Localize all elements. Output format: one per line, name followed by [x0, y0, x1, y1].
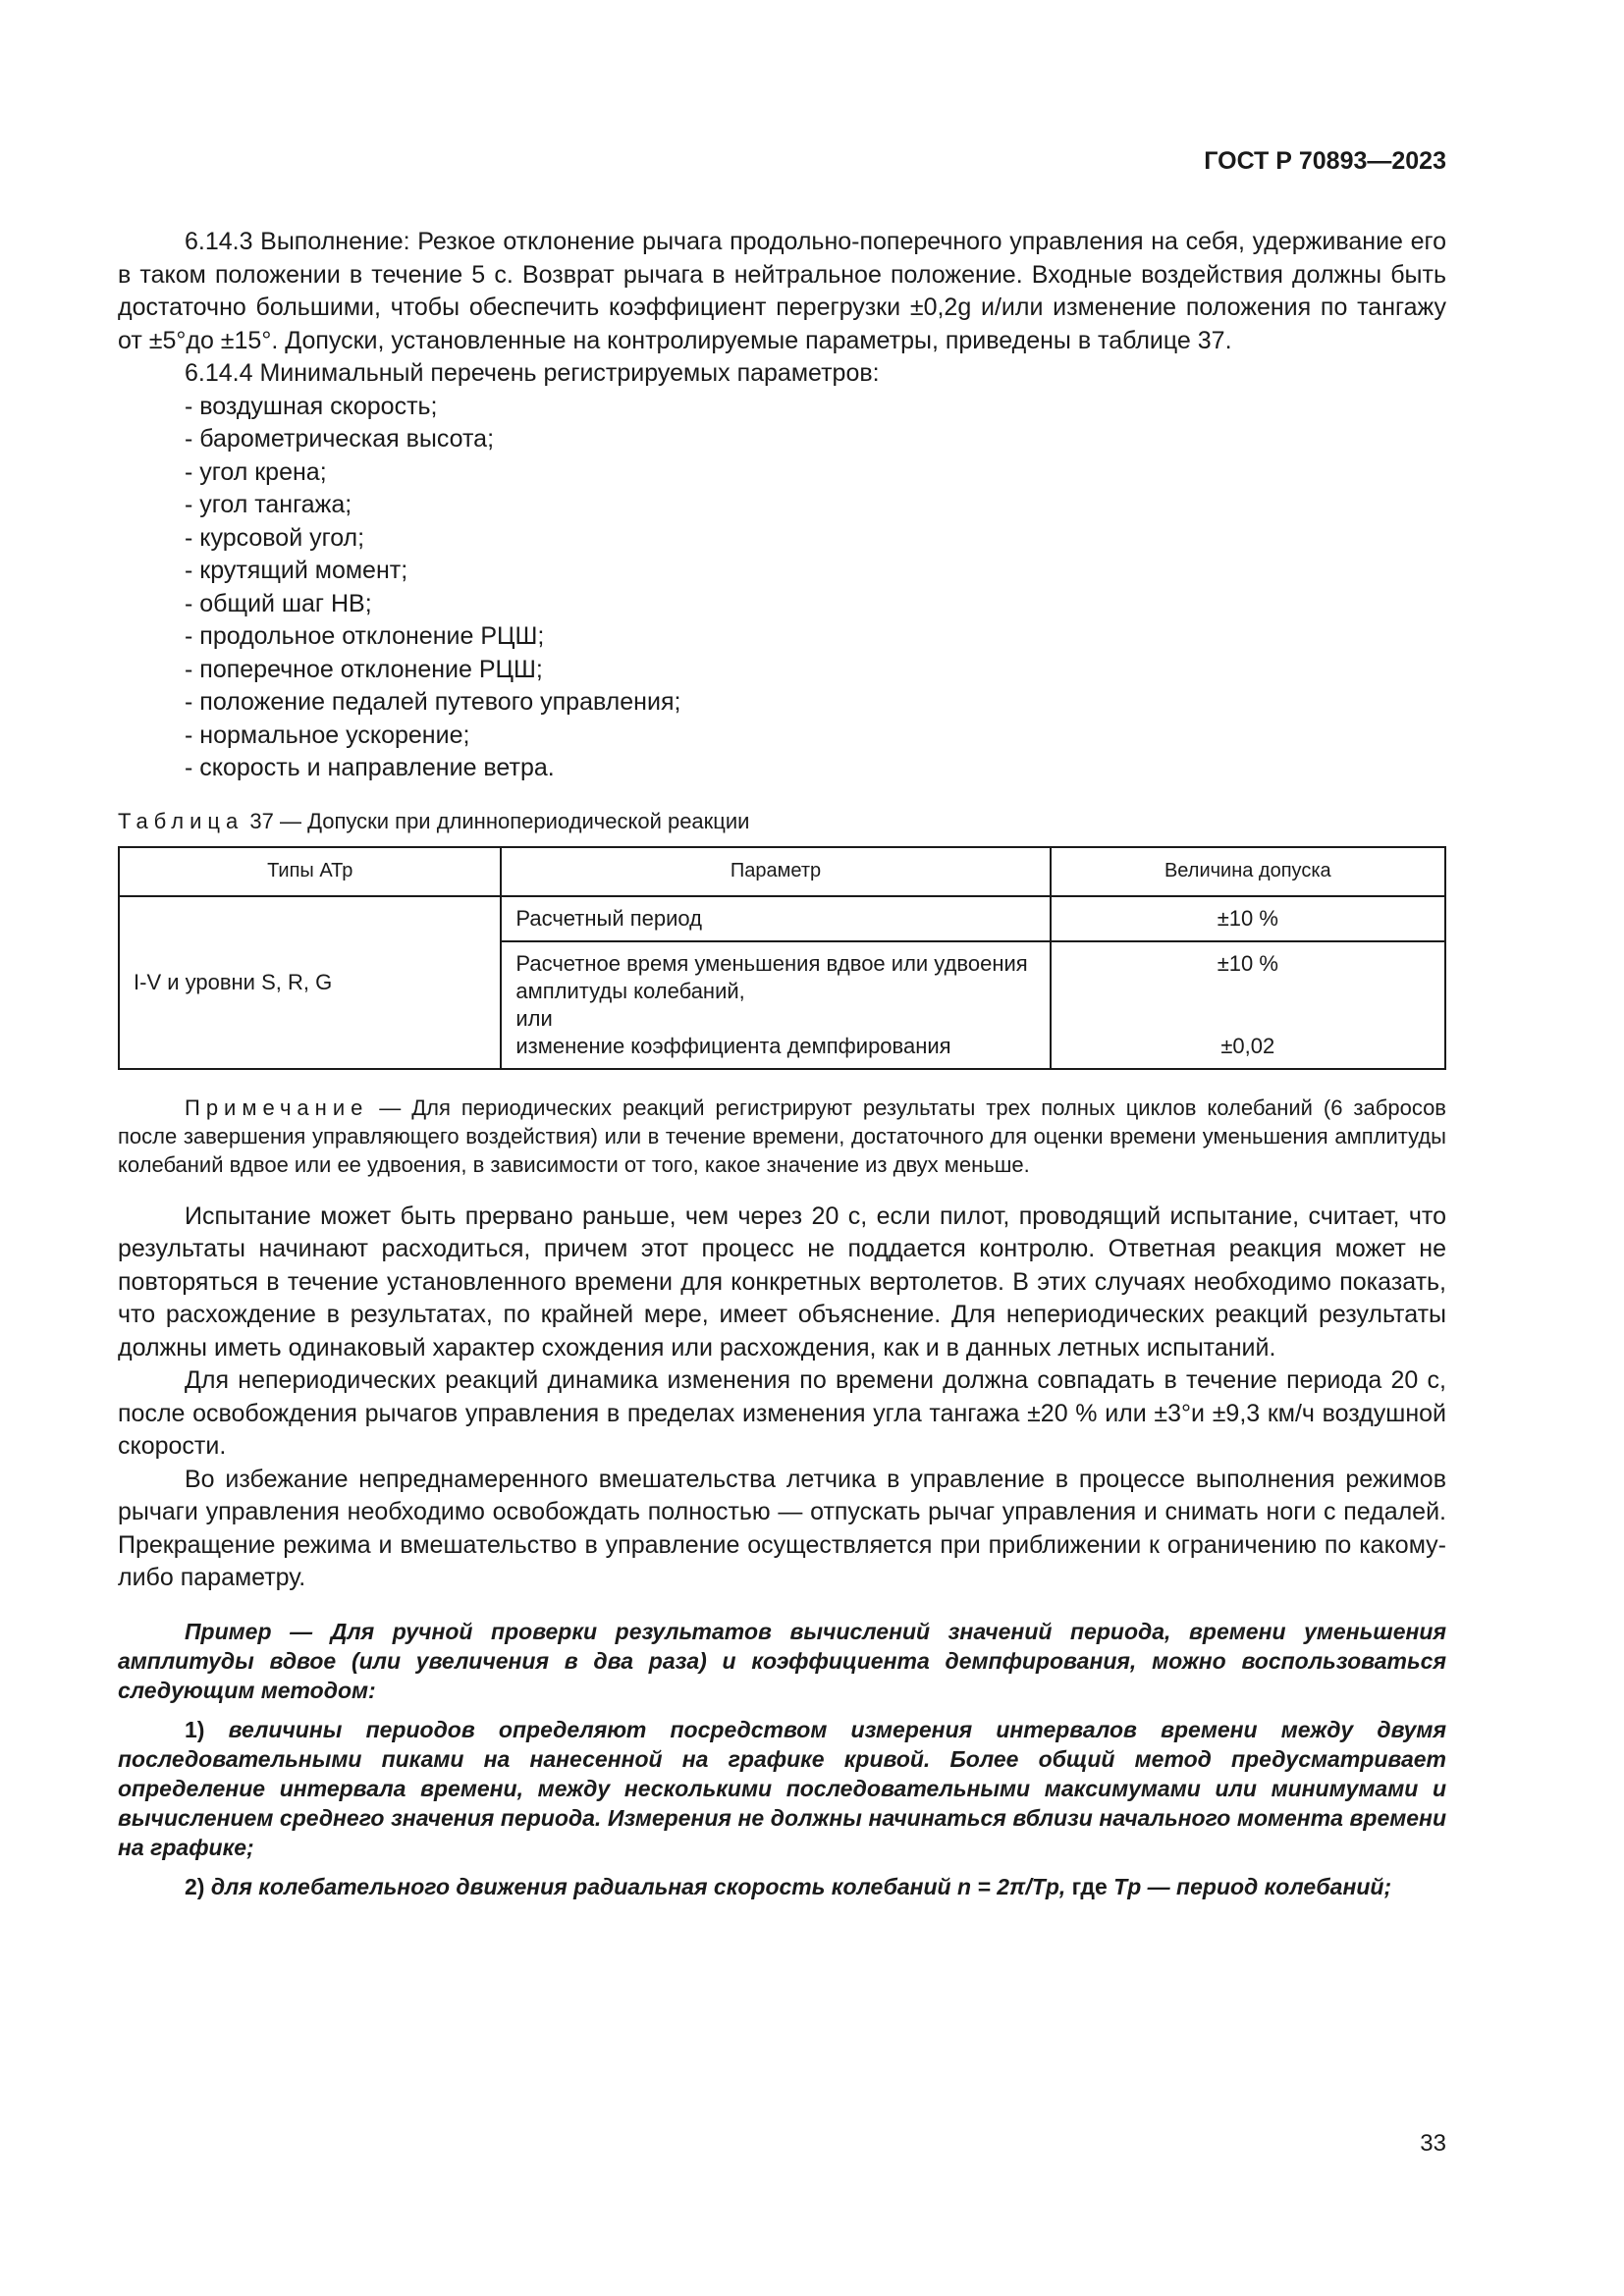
list-item: - воздушная скорость;	[185, 391, 1446, 424]
param-line: изменение коэффициента демпфирования	[515, 1033, 951, 1058]
document-code: ГОСТ Р 70893—2023	[1204, 147, 1446, 175]
list-item: - барометрическая высота;	[185, 423, 1446, 456]
column-header-parameter: Параметр	[501, 847, 1050, 896]
list-item: - общий шаг НВ;	[185, 588, 1446, 621]
list-item: - курсовой угол;	[185, 522, 1446, 556]
item-number: 2)	[185, 1873, 205, 1899]
list-item: - угол тангажа;	[185, 489, 1446, 522]
column-header-types: Типы АТр	[119, 847, 501, 896]
section-6-14-4: 6.14.4 Минимальный перечень регистрируемых параметров:	[185, 359, 880, 387]
list-item: - положение педалей путевого управления;	[185, 686, 1446, 720]
list-item: - нормальное ускорение;	[185, 720, 1446, 753]
paragraph: Для непериодических реакций динамика изменения по времени должна совпадать в течение периода 20 с, после освобождения рычагов управления в пределах изменения угла тангажа ±20 % или ±3°и ±9,3 км/ч воздушной скорости.	[118, 1366, 1446, 1460]
table-row	[119, 896, 1445, 941]
example-item-1	[118, 1715, 1446, 1862]
item-number: 1)	[185, 1716, 205, 1742]
item-text-gde: где	[1065, 1873, 1114, 1899]
example-intro: Пример — Для ручной проверки результатов вычислений значений периода, времени уменьшения амплитуды вдвое (или увеличения в два раза) и коэффициента демпфирования, можно воспользоваться следующим методом:	[118, 1618, 1446, 1703]
body-text	[118, 226, 1446, 1901]
value-cell	[1051, 941, 1445, 1069]
param-cell	[501, 941, 1050, 1069]
list-item: - поперечное отклонение РЦШ;	[185, 654, 1446, 687]
value-line: ±10 %	[1217, 950, 1278, 976]
list-item: - крутящий момент;	[185, 555, 1446, 588]
table-header-row	[119, 847, 1445, 896]
type-cell: I-V и уровни S, R, G	[119, 896, 501, 1069]
paragraph: Испытание может быть прервано раньше, чем через 20 с, если пилот, проводящий испытание, считает, что результаты начинают расходиться, причем этот процесс не поддается контролю. Ответная реакция может не повторяться в течение установленного времени для конкретных вертолетов. В этих случаях необходимо показать, что расхождение в результатах, по крайней мере, имеет объяснение. Для непериодических реакций результаты должны иметь одинаковый характер схождения или расхождения, как и в данных летных испытаний.	[118, 1201, 1446, 1362]
value-line: ±0,02	[1220, 1033, 1275, 1058]
parameter-list	[118, 391, 1446, 785]
param-cell: Расчетный период	[501, 896, 1050, 941]
item-text: для колебательного движения радиальная скорость колебаний n = 2π/Tp,	[204, 1873, 1066, 1899]
param-line: Расчетное время уменьшения вдвое или удвоения амплитуды колебаний,	[515, 950, 1028, 1003]
section-6-14-3: 6.14.3 Выполнение: Резкое отклонение рычага продольно-поперечного управления на себя, удерживание его в таком положении в течение 5 с. Возврат рычага в нейтральное положение. Входные воздействия должны быть достаточно большими, чтобы обеспечить коэффициент перегрузки ±0,2g и/или изменение положения по тангажу от ±5°до ±15°. Допуски, установленные на контролируемые параметры, приведены в таблице 37.	[118, 228, 1446, 354]
table-caption	[118, 807, 1446, 836]
tolerance-table	[118, 846, 1446, 1070]
item-text: величины периодов определяют посредством измерения интервалов времени между двумя последовательными пиками на нанесенной на графике кривой. Более общий метод предусматривает определение интервала времени, между несколькими последовательными максимумами или минимумами и вычислением среднего значения периода. Измерения не должны начинаться вблизи начального момента времени на графике;	[118, 1716, 1446, 1860]
value-cell: ±10 %	[1051, 896, 1445, 941]
column-header-tolerance: Величина допуска	[1051, 847, 1445, 896]
table-caption-text: 37 — Допуски при длиннопериодической реакции	[249, 808, 750, 833]
note-label: Примечание	[185, 1095, 369, 1120]
list-item: - скорость и направление ветра.	[185, 752, 1446, 785]
list-item: - продольное отклонение РЦШ;	[185, 620, 1446, 654]
paragraph: Во избежание непреднамеренного вмешательства летчика в управление в процессе выполнения режимов рычаги управления необходимо освобождать полностью — отпускать рычаг управления и снимать ноги с педалей. Прекращение режима и вмешательство в управление осуществляется при приближении к ограничению по какому-либо параметру.	[118, 1465, 1446, 1591]
param-line: или	[515, 1005, 553, 1031]
example-item-2	[118, 1872, 1446, 1901]
table-note	[118, 1094, 1446, 1179]
item-text: Tp — период колебаний;	[1113, 1873, 1392, 1899]
list-item: - угол крена;	[185, 456, 1446, 490]
table-caption-label: Таблица	[118, 808, 244, 833]
note-text: — Для периодических реакций регистрируют результаты трех полных циклов колебаний (6 забросов после завершения управляющего воздействия) или в течение времени, достаточного для оценки времени уменьшения амплитуды колебаний вдвое или ее удвоения, в зависимости от того, какое значение из двух меньше.	[118, 1095, 1446, 1177]
page-number: 33	[1420, 2130, 1446, 2157]
